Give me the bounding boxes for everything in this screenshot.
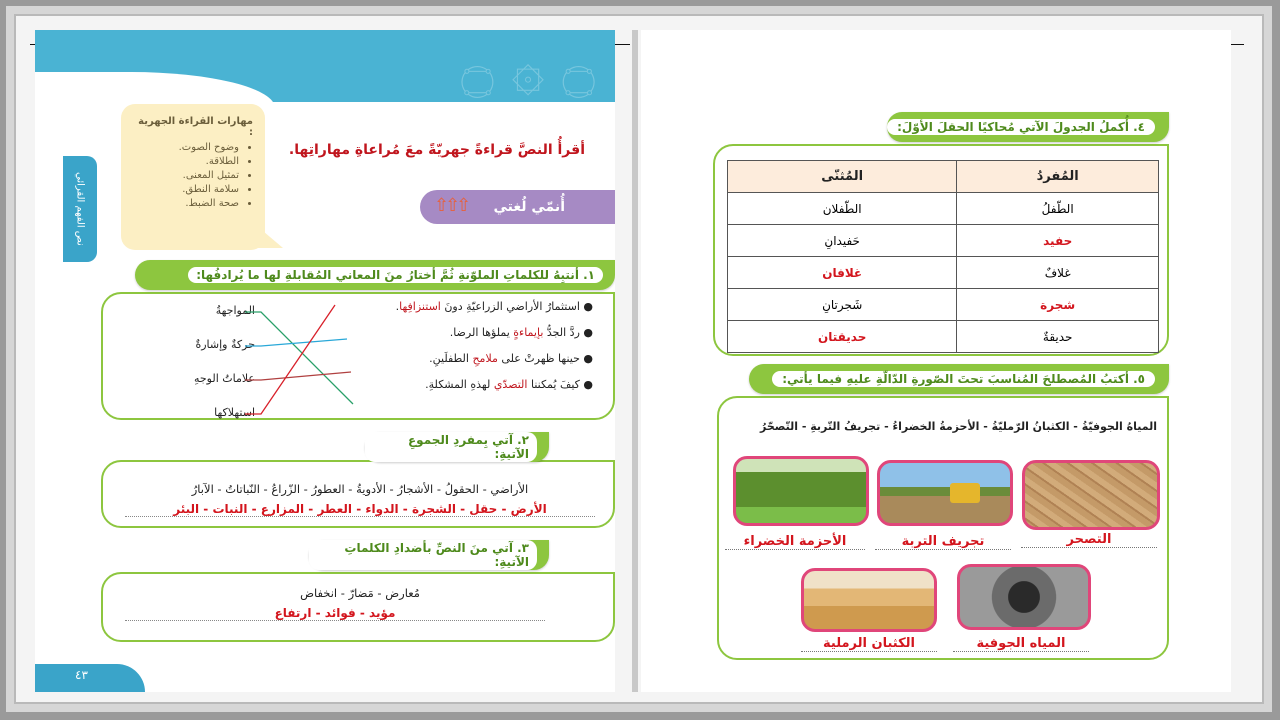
singular-dual-table (727, 160, 1159, 353)
q3-answer[interactable]: مؤيد - فوائد - ارتفاع (125, 606, 545, 621)
page-number: ٤٣ (35, 664, 145, 692)
skill-item: • الطلاقة. (131, 156, 239, 167)
meaning-item: استهلاكها (214, 406, 255, 419)
highlighted-word: ملامحِ (472, 352, 498, 365)
header-calligraphy-pattern: ۝ ۞ ۝ (460, 38, 595, 103)
header-band (35, 30, 615, 102)
column-header-dual: المُثنّى (728, 161, 957, 193)
q1-sentence: ● كيفَ يُمكننا التصدّي لهذهِ المشكلةِ. (425, 378, 593, 391)
q1-meanings (155, 294, 255, 424)
cell-singular: حديقةٌ (957, 321, 1159, 353)
up-arrows-icon: ⇧⇧⇧ (434, 195, 468, 216)
right-page (641, 30, 1231, 692)
caption-groundwater[interactable]: المياه الجوفية (953, 636, 1089, 652)
q5-heading (749, 364, 1169, 394)
table-header-row (728, 161, 1159, 193)
cell-dual: شَجرتانِ (728, 289, 957, 321)
q5-heading-text: ٥. أكتبُ المُصطلحَ المُناسبَ تحتَ الصّورةِ الدّالّةِ عليهِ فيما يأتي: (772, 371, 1155, 387)
green-belts-photo (733, 456, 869, 526)
skill-item: • صحة الضبط. (131, 198, 239, 209)
skill-item: • تمثيل المعنى. (131, 170, 239, 181)
q4-heading-text: ٤. أُكملُ الجدولَ الآتي مُحاكيًا الحقلَ الأوّلَ: (887, 119, 1155, 135)
q3-heading-text: ٣. آتي منَ النصِّ بأضدادِ الكلماتِ الآتيةِ: (309, 540, 537, 570)
cell-dual: حَفيدانِ (728, 225, 957, 257)
q2-plurals: الأراضي - الحقولُ - الأشجارُ - الأدويةُ - العطورُ - الزّراعُ - النّباتاتُ - الآبارُ (191, 482, 529, 496)
caption-green-belts[interactable]: الأحزمة الخضراء (725, 534, 865, 550)
q2-heading-text: ٢. آتي بِمفردِ الجموعِ الآتيةِ: (365, 432, 537, 462)
book-spine (632, 30, 638, 692)
q3-heading (309, 540, 549, 570)
sand-dunes-photo (801, 568, 937, 632)
highlighted-word: استنزافِها (399, 300, 441, 313)
q3-words: مُعارض - مَضارّ - انخفاض (300, 586, 420, 600)
left-page (35, 30, 615, 692)
q1-sentence: ● استثمارُ الأراضي الزراعيّةِ دونَ استنزافِها. (395, 300, 593, 313)
skills-list (131, 142, 253, 209)
caption-soil-erosion[interactable]: تجريف التربة (875, 534, 1011, 550)
meaning-item: المواجهةُ (215, 304, 255, 317)
q1-sentence: ● ردَّ الجدُّ بإيماءةٍ يملؤها الرضا. (449, 326, 593, 339)
banner-title: أُنمّي لُغتي (493, 199, 565, 215)
column-header-singular: المُفردُ (957, 161, 1159, 193)
caption-sand-dunes[interactable]: الكثبان الرملية (801, 636, 937, 652)
q2-heading (365, 432, 549, 462)
skills-speech-bubble (121, 104, 265, 250)
cell-singular[interactable]: شجرة (957, 289, 1159, 321)
cell-dual[interactable]: غلافان (728, 257, 957, 289)
caption-desertification[interactable]: التصحر (1021, 532, 1157, 548)
q4-heading (887, 112, 1169, 142)
cell-dual[interactable]: حديقتان (728, 321, 957, 353)
skill-item: • سلامة النطق. (131, 184, 239, 195)
reading-instruction: أقرأُ النصَّ قراءةً جهريّةً معَ مُراعاةِ مهاراتِها. (288, 142, 585, 158)
cell-dual: الطّفلان (728, 193, 957, 225)
skills-title: مهارات القراءة الجهرية : (138, 116, 253, 138)
q1-sentences (396, 294, 593, 398)
meaning-item: حركةٌ وإشارةٌ (195, 338, 255, 351)
table-row (728, 289, 1159, 321)
meaning-item: علاماتُ الوجهِ (193, 372, 255, 385)
develop-language-banner (420, 190, 615, 224)
table-row (728, 225, 1159, 257)
table-row (728, 193, 1159, 225)
groundwater-well-photo (957, 564, 1091, 630)
desertification-photo (1022, 460, 1160, 530)
q1-heading (135, 260, 615, 290)
table-row (728, 257, 1159, 289)
q5-terms: المياهُ الجوفيّةُ - الكثبانُ الرّمليّةُ - الأحزمةُ الخضراءُ - تجريفُ التّربةِ - التّصحّرُ (760, 420, 1157, 433)
q1-heading-text: ١. أنتبِهُ للكلماتِ الملوّنةِ ثُمَّ أختارُ منَ المعاني المُقابلةِ لها ما يُرادفُها: (188, 267, 603, 283)
bubble-tail (257, 226, 283, 248)
highlighted-word: التصدّي (493, 378, 528, 391)
cell-singular: غلافٌ (957, 257, 1159, 289)
soil-erosion-photo (877, 460, 1013, 526)
bulldozer-icon (950, 483, 980, 503)
table-row (728, 321, 1159, 353)
cell-singular: الطّفلُ (957, 193, 1159, 225)
cell-singular[interactable]: حفيد (957, 225, 1159, 257)
q2-answer[interactable]: الأرض - حقل - الشجرة - الدواء - العطر - المزارع - النبات - البئر (125, 502, 595, 517)
skill-item: • وضوح الصوت. (131, 142, 239, 153)
q1-sentence: ● حينها ظهرتْ على ملامحِ الطفلَينِ. (429, 352, 593, 365)
section-side-tab: نص الفهم القرائي (63, 156, 97, 262)
highlighted-word: بإيماءةٍ (513, 326, 544, 339)
